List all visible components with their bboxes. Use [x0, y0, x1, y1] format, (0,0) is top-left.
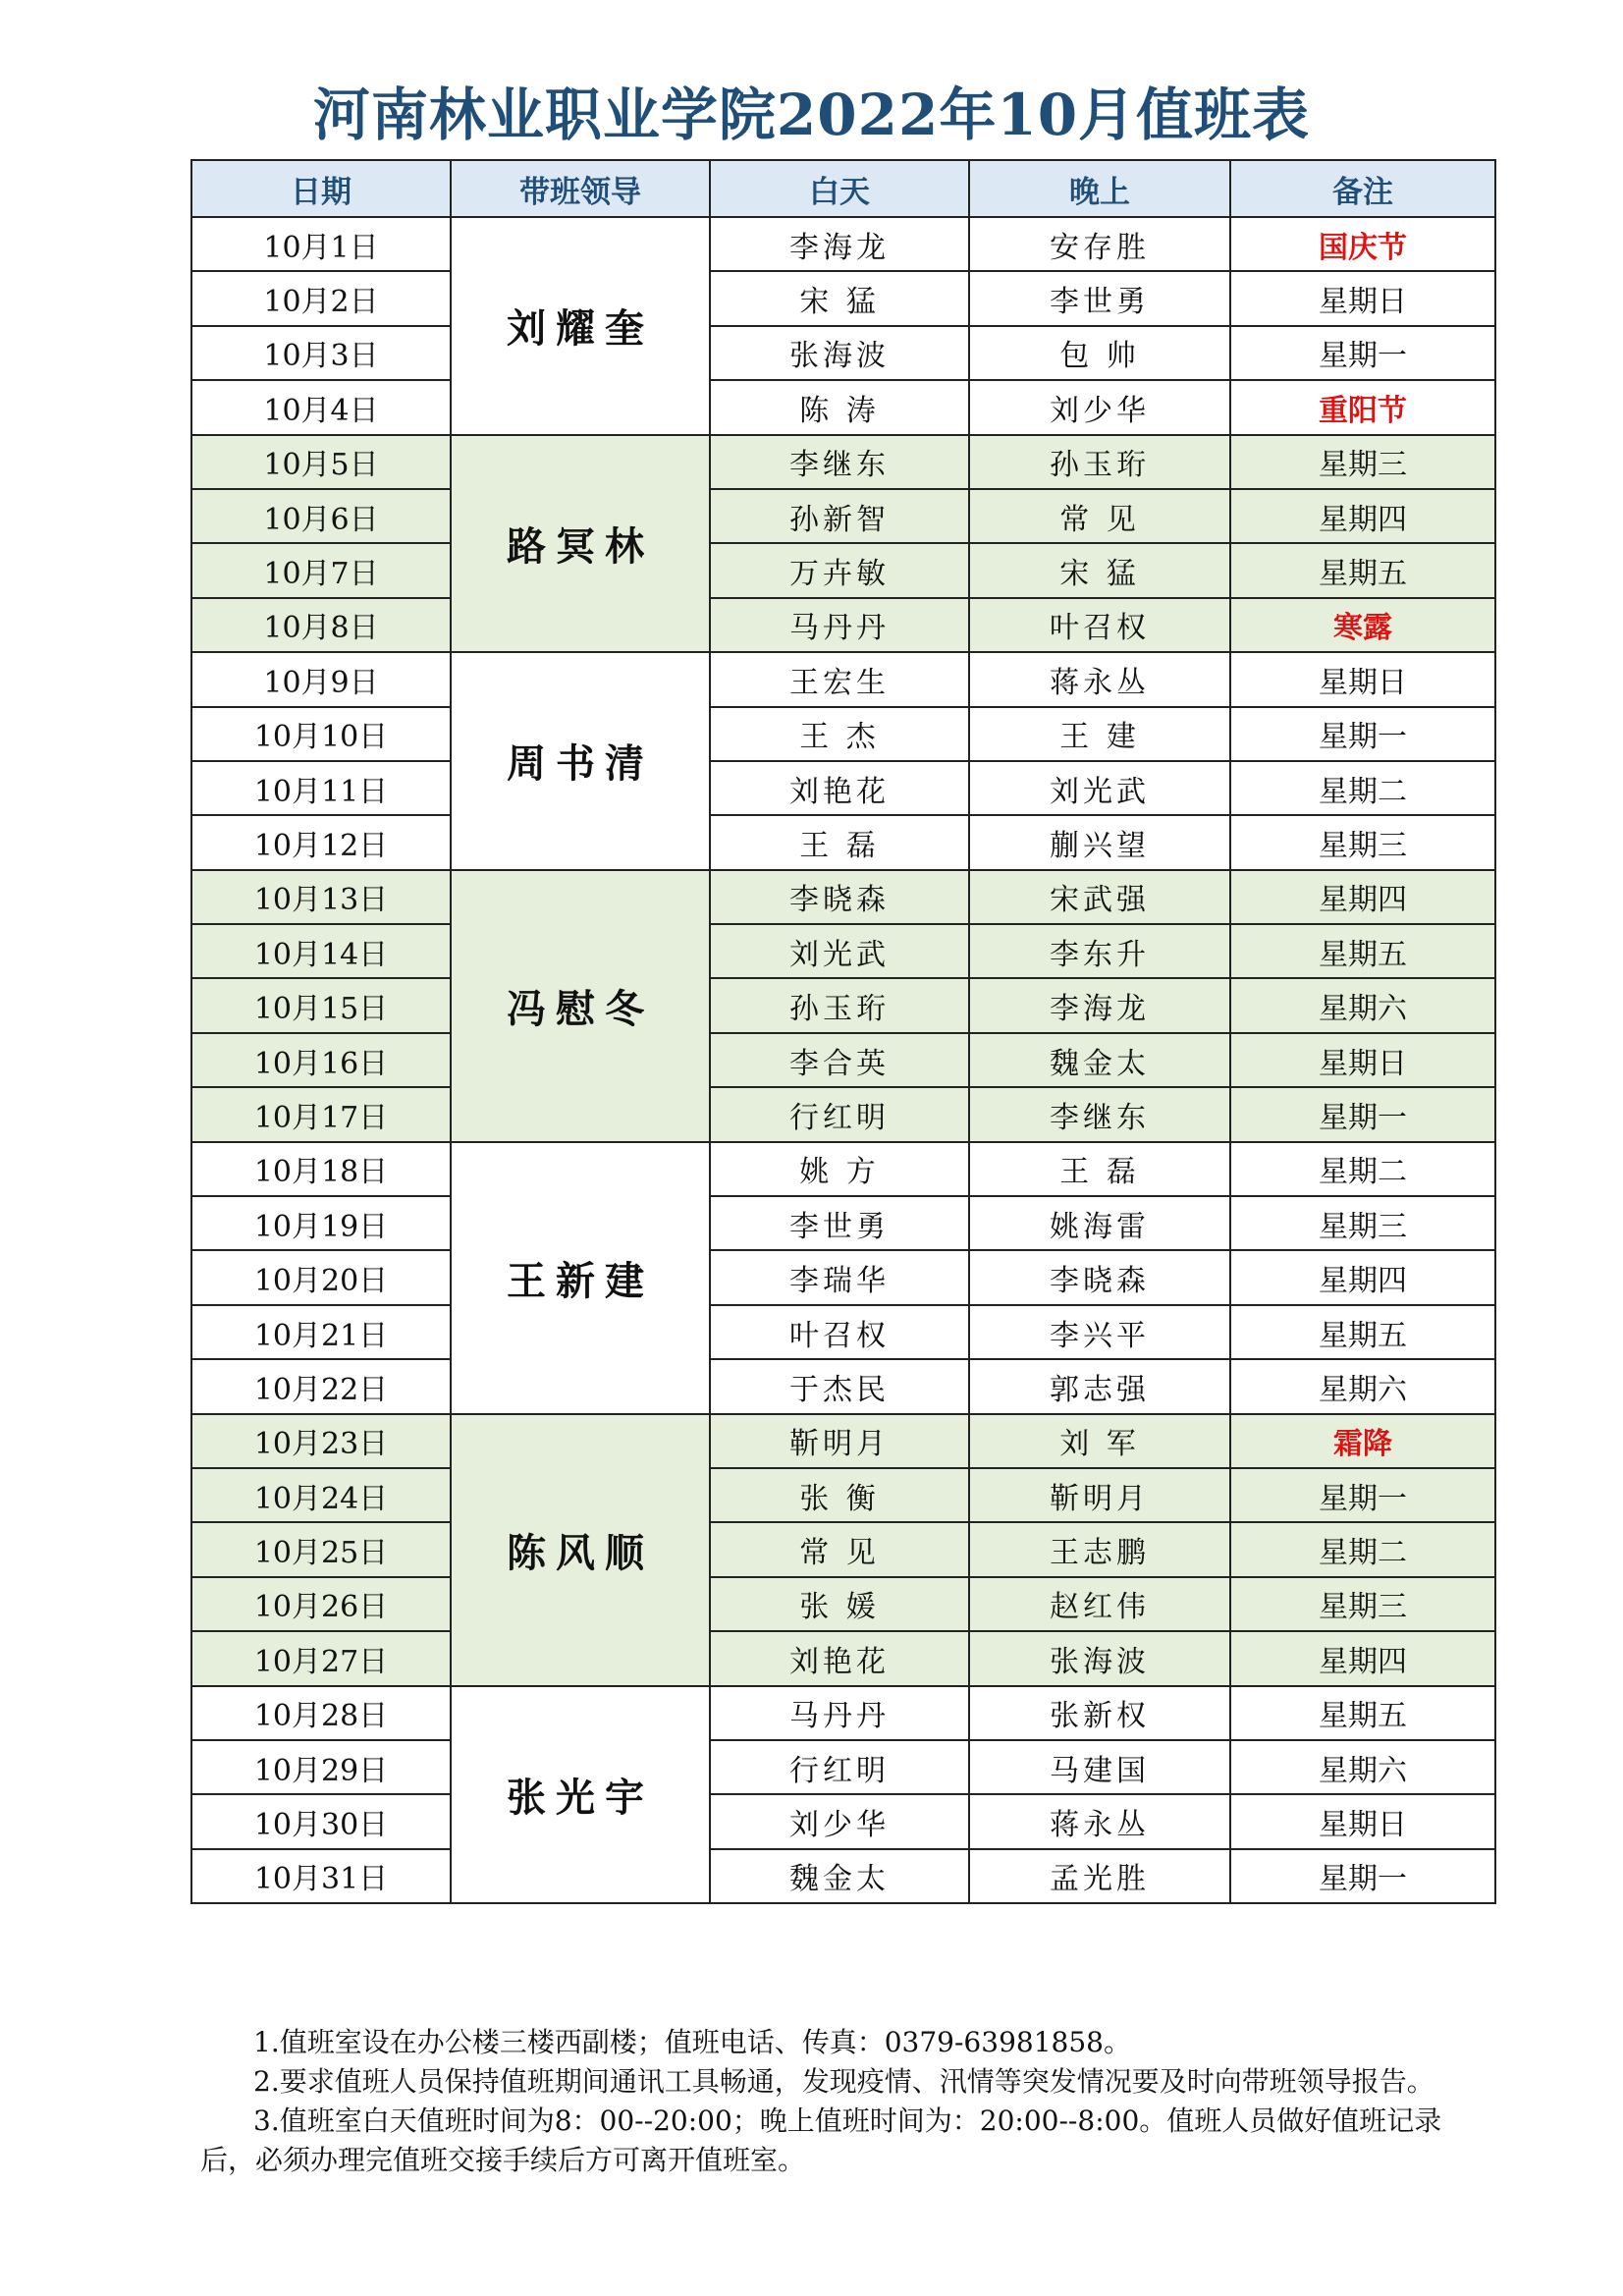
date-cell: 10月12日	[191, 815, 451, 869]
night-shift-cell: 李世勇	[969, 271, 1230, 325]
note-cell: 星期日	[1230, 652, 1495, 706]
header-day-shift: 白天	[710, 160, 969, 217]
note-cell: 星期一	[1230, 1468, 1495, 1522]
day-shift-cell: 李瑞华	[710, 1250, 969, 1304]
note-cell: 星期日	[1230, 1033, 1495, 1087]
table-row	[191, 1794, 1495, 1848]
night-shift-cell: 安存胜	[969, 217, 1230, 271]
night-shift-cell: 赵红伟	[969, 1577, 1230, 1631]
date-cell: 10月20日	[191, 1250, 451, 1304]
date-cell: 10月1日	[191, 217, 451, 271]
night-shift-cell: 魏金太	[969, 1033, 1230, 1087]
night-shift-cell: 包 帅	[969, 326, 1230, 380]
date-cell: 10月19日	[191, 1196, 451, 1250]
night-shift-cell: 马建国	[969, 1740, 1230, 1794]
note-2: 2.要求值班人员保持值班期间通讯工具畅通，发现疫情、汛情等突发情况要及时向带班领导报告。	[253, 2065, 1434, 2098]
night-shift-cell: 宋武强	[969, 870, 1230, 924]
night-shift-cell: 王 磊	[969, 1142, 1230, 1196]
day-shift-cell: 李继东	[710, 435, 969, 489]
night-shift-cell: 姚海雷	[969, 1196, 1230, 1250]
leader-cell: 王新建	[451, 1142, 710, 1414]
night-shift-cell: 孙玉珩	[969, 435, 1230, 489]
date-cell: 10月21日	[191, 1305, 451, 1359]
date-cell: 10月16日	[191, 1033, 451, 1087]
date-cell: 10月5日	[191, 435, 451, 489]
day-shift-cell: 靳明月	[710, 1414, 969, 1468]
note-cell: 重阳节	[1230, 380, 1495, 434]
table-header-row	[191, 160, 1495, 217]
note-cell: 国庆节	[1230, 217, 1495, 271]
table-row	[191, 1468, 1495, 1522]
header-date: 日期	[191, 160, 451, 217]
date-cell: 10月10日	[191, 707, 451, 761]
day-shift-cell: 王宏生	[710, 652, 969, 706]
date-cell: 10月6日	[191, 489, 451, 543]
note-cell: 星期六	[1230, 1740, 1495, 1794]
table-row	[191, 1087, 1495, 1141]
day-shift-cell: 魏金太	[710, 1849, 969, 1903]
night-shift-cell: 宋 猛	[969, 543, 1230, 597]
note-3: 3.值班室白天值班时间为8：00--20:00；晚上值班时间为：20:00--8:00。值班人员做好值班记录后，必须办理完值班交接手续后方可离开值班室。	[200, 2105, 1442, 2176]
note-cell: 星期四	[1230, 1250, 1495, 1304]
table-row	[191, 1686, 1495, 1740]
table-row	[191, 1250, 1495, 1304]
night-shift-cell: 王 建	[969, 707, 1230, 761]
table-row	[191, 1522, 1495, 1576]
table-row	[191, 217, 1495, 271]
night-shift-cell: 李晓森	[969, 1250, 1230, 1304]
date-cell: 10月17日	[191, 1087, 451, 1141]
day-shift-cell: 刘光武	[710, 924, 969, 978]
table-row	[191, 598, 1495, 652]
table-row	[191, 1740, 1495, 1794]
day-shift-cell: 宋 猛	[710, 271, 969, 325]
day-shift-cell: 行红明	[710, 1740, 969, 1794]
day-shift-cell: 孙玉珩	[710, 978, 969, 1032]
day-shift-cell: 万卉敏	[710, 543, 969, 597]
date-cell: 10月11日	[191, 761, 451, 815]
table-body	[191, 217, 1495, 1903]
night-shift-cell: 蒋永丛	[969, 1794, 1230, 1848]
table-row	[191, 1849, 1495, 1903]
table-row	[191, 1631, 1495, 1685]
note-cell: 星期六	[1230, 978, 1495, 1032]
note-cell: 星期四	[1230, 489, 1495, 543]
note-cell: 星期五	[1230, 1686, 1495, 1740]
note-cell: 星期一	[1230, 1849, 1495, 1903]
day-shift-cell: 李海龙	[710, 217, 969, 271]
date-cell: 10月4日	[191, 380, 451, 434]
leader-cell: 张光宇	[451, 1686, 710, 1904]
note-cell: 星期六	[1230, 1359, 1495, 1413]
night-shift-cell: 刘光武	[969, 761, 1230, 815]
night-shift-cell: 刘少华	[969, 380, 1230, 434]
leader-cell: 冯慰冬	[451, 870, 710, 1142]
night-shift-cell: 蒯兴望	[969, 815, 1230, 869]
day-shift-cell: 马丹丹	[710, 1686, 969, 1740]
day-shift-cell: 于杰民	[710, 1359, 969, 1413]
date-cell: 10月26日	[191, 1577, 451, 1631]
table-row	[191, 761, 1495, 815]
day-shift-cell: 刘少华	[710, 1794, 969, 1848]
night-shift-cell: 李兴平	[969, 1305, 1230, 1359]
table-row	[191, 870, 1495, 924]
duty-schedule-table	[190, 159, 1496, 1904]
night-shift-cell: 蒋永丛	[969, 652, 1230, 706]
night-shift-cell: 张新权	[969, 1686, 1230, 1740]
table-row	[191, 1359, 1495, 1413]
header-note: 备注	[1230, 160, 1495, 217]
note-cell: 星期三	[1230, 1196, 1495, 1250]
date-cell: 10月9日	[191, 652, 451, 706]
date-cell: 10月29日	[191, 1740, 451, 1794]
table-row	[191, 978, 1495, 1032]
day-shift-cell: 李合英	[710, 1033, 969, 1087]
date-cell: 10月28日	[191, 1686, 451, 1740]
note-cell: 寒露	[1230, 598, 1495, 652]
night-shift-cell: 孟光胜	[969, 1849, 1230, 1903]
notes-section	[200, 2023, 1487, 2180]
date-cell: 10月2日	[191, 271, 451, 325]
date-cell: 10月24日	[191, 1468, 451, 1522]
date-cell: 10月15日	[191, 978, 451, 1032]
day-shift-cell: 张海波	[710, 326, 969, 380]
header-leader: 带班领导	[451, 160, 710, 217]
note-cell: 星期二	[1230, 1522, 1495, 1576]
date-cell: 10月27日	[191, 1631, 451, 1685]
note-cell: 星期五	[1230, 1305, 1495, 1359]
night-shift-cell: 王志鹏	[969, 1522, 1230, 1576]
day-shift-cell: 常 见	[710, 1522, 969, 1576]
note-cell: 星期五	[1230, 543, 1495, 597]
date-cell: 10月8日	[191, 598, 451, 652]
table-row	[191, 380, 1495, 434]
table-row	[191, 1577, 1495, 1631]
night-shift-cell: 刘 军	[969, 1414, 1230, 1468]
table-row	[191, 707, 1495, 761]
table-row	[191, 1142, 1495, 1196]
day-shift-cell: 李晓森	[710, 870, 969, 924]
night-shift-cell: 张海波	[969, 1631, 1230, 1685]
day-shift-cell: 刘艳花	[710, 1631, 969, 1685]
day-shift-cell: 孙新智	[710, 489, 969, 543]
night-shift-cell: 郭志强	[969, 1359, 1230, 1413]
leader-cell: 陈风顺	[451, 1414, 710, 1686]
date-cell: 10月23日	[191, 1414, 451, 1468]
note-cell: 星期日	[1230, 1794, 1495, 1848]
night-shift-cell: 李海龙	[969, 978, 1230, 1032]
date-cell: 10月13日	[191, 870, 451, 924]
table-row	[191, 543, 1495, 597]
day-shift-cell: 刘艳花	[710, 761, 969, 815]
table-row	[191, 435, 1495, 489]
table-row	[191, 1414, 1495, 1468]
note-cell: 星期五	[1230, 924, 1495, 978]
date-cell: 10月14日	[191, 924, 451, 978]
leader-cell: 路冥林	[451, 435, 710, 653]
note-cell: 星期二	[1230, 1142, 1495, 1196]
note-cell: 星期三	[1230, 815, 1495, 869]
note-cell: 星期二	[1230, 761, 1495, 815]
date-cell: 10月7日	[191, 543, 451, 597]
date-cell: 10月22日	[191, 1359, 451, 1413]
table-row	[191, 1305, 1495, 1359]
night-shift-cell: 靳明月	[969, 1468, 1230, 1522]
date-cell: 10月18日	[191, 1142, 451, 1196]
page-title: 河南林业职业学院2022年10月值班表	[312, 82, 1311, 148]
day-shift-cell: 张 媛	[710, 1577, 969, 1631]
day-shift-cell: 王 杰	[710, 707, 969, 761]
table-row	[191, 1033, 1495, 1087]
day-shift-cell: 叶召权	[710, 1305, 969, 1359]
table-row	[191, 815, 1495, 869]
night-shift-cell: 常 见	[969, 489, 1230, 543]
note-cell: 星期日	[1230, 271, 1495, 325]
day-shift-cell: 行红明	[710, 1087, 969, 1141]
leader-cell: 刘耀奎	[451, 217, 710, 435]
table-row	[191, 1196, 1495, 1250]
note-cell: 霜降	[1230, 1414, 1495, 1468]
night-shift-cell: 李东升	[969, 924, 1230, 978]
table-row	[191, 924, 1495, 978]
night-shift-cell: 叶召权	[969, 598, 1230, 652]
note-cell: 星期三	[1230, 435, 1495, 489]
day-shift-cell: 张 衡	[710, 1468, 969, 1522]
note-cell: 星期一	[1230, 1087, 1495, 1141]
night-shift-cell: 李继东	[969, 1087, 1230, 1141]
table-row	[191, 271, 1495, 325]
date-cell: 10月25日	[191, 1522, 451, 1576]
date-cell: 10月30日	[191, 1794, 451, 1848]
note-cell: 星期三	[1230, 1577, 1495, 1631]
leader-cell: 周书清	[451, 652, 710, 870]
table-row	[191, 652, 1495, 706]
day-shift-cell: 陈 涛	[710, 380, 969, 434]
day-shift-cell: 姚 方	[710, 1142, 969, 1196]
date-cell: 10月3日	[191, 326, 451, 380]
table-row	[191, 489, 1495, 543]
note-cell: 星期一	[1230, 326, 1495, 380]
note-1: 1.值班室设在办公楼三楼西副楼；值班电话、传真：0379-63981858。	[253, 2026, 1131, 2058]
day-shift-cell: 马丹丹	[710, 598, 969, 652]
header-night-shift: 晚上	[969, 160, 1230, 217]
day-shift-cell: 李世勇	[710, 1196, 969, 1250]
note-cell: 星期一	[1230, 707, 1495, 761]
date-cell: 10月31日	[191, 1849, 451, 1903]
day-shift-cell: 王 磊	[710, 815, 969, 869]
note-cell: 星期四	[1230, 1631, 1495, 1685]
table-row	[191, 326, 1495, 380]
note-cell: 星期四	[1230, 870, 1495, 924]
